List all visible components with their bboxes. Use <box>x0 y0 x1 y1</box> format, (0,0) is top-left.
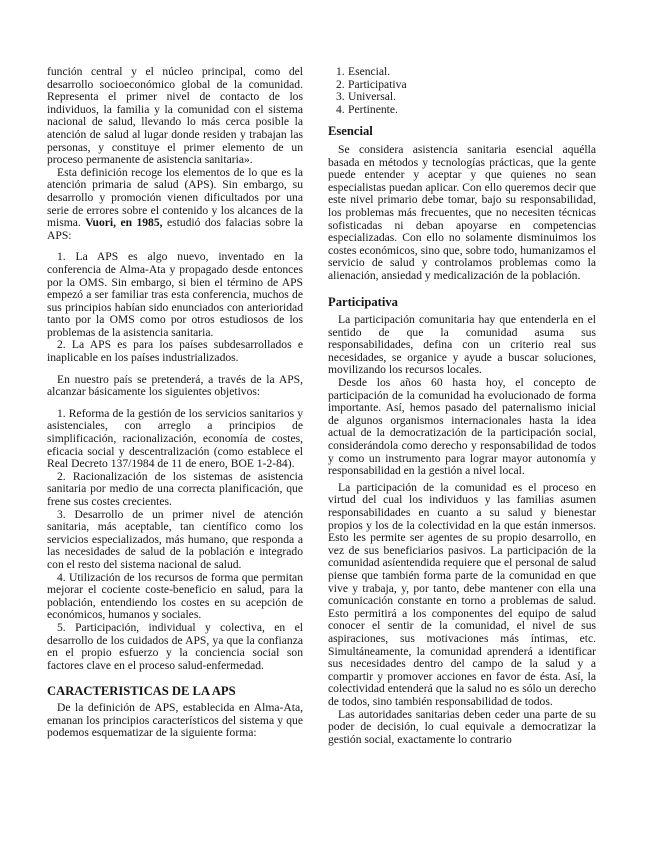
objective-1: 1. Reforma de la gestión de los servicios sanitarios y asistenciales, con arreglo a principios de simplificación, racionalización, economía de costes, eficacia social y descentralización (como establece el Real Decreto 137/1984 de 11 de enero, BOE 1-2-84). <box>47 406 303 471</box>
participativa-paragraph-3: La participación de la comunidad es el proceso en virtud del cual los individuos y las familias asumen responsabilidades en cuanto a su salud y bienestar propios y los de la colectividad en la que están inmersos. Esto les permite ser agentes de su propio desarrollo, en vez de sus beneficiarios pasivos. La participación de la comunidad asíentendida requiere que el personal de salud piense que también forma parte de la comunidad en que vive y trabaja, y, por tanto, debe mantener con ella una comunicación constante en torno a problemas de salud. Esto permitirá a los componentes del equipo de salud conocer el sentir de la comunidad, el nivel de sus aspiraciones, sus motivaciones más íntimas, etc. Simultáneamente, la comunidad aprenderá a identificar sus necesidades dentro del campo de la salud y a compartir y promover acciones en favor de ésta. Así, la colectividad entenderá que la salud no es sólo un derecho de todos, sino también responsabilidad de todos. <box>328 480 596 708</box>
intro-paragraph-2 <box>47 167 303 243</box>
objective-3: 3. Desarrollo de un primer nivel de atención sanitaria, más aceptable, tan científico como los servicios especializados, más humano, que responda a las necesidades de salud de la población e integrado con el resto del sistema nacional de salud. <box>47 507 303 571</box>
participativa-paragraph-2: Desde los años 60 hasta hoy, el concepto de participación de la comunidad ha evolucionado de forma importante. Así, hemos pasado del paternalismo inicial de algunos organismos internacionales hasta la idea actual de la democratización de la participación social, considerándola como derecho y responsabilidad de todos y como un instrumento para lograr mayor autonomía y responsabilidad en la gestión a nivel local. <box>328 376 596 478</box>
list-item: 2. Participativa <box>336 77 407 91</box>
objective-5: 5. Participación, individual y colectiva, en el desarrollo de los cuidados de APS, ya que la confianza en el propio esfuerzo y la conciencia social son factores clave en el proceso salud-enfermedad. <box>47 620 303 672</box>
intro-paragraph-2-start: Esta definición recoge los elementos de lo que es la atención primaria de salud (APS). Sin embargo, su desarrollo y promoción vienen dificultados por una serie de errores sobre el contenido y los alcances de la misma. <box>47 165 303 230</box>
participativa-paragraph-1: La participación comunitaria hay que entenderla en el sentido de que la comunidad asuma sus responsabilidades, defina con un criterio real sus necesidades, se organice y ayude a buscar soluciones, movilizando los recursos locales. <box>328 313 596 377</box>
characteristics-heading: CARACTERISTICAS DE LA APS <box>47 684 236 699</box>
objective-4: 4. Utilización de los recursos de forma que permitan mejorar el cociente coste-beneficio en salud, para la población, entendiendo los costes en su acepción de económicos, humanos y sociales. <box>47 570 303 622</box>
objective-2: 2. Racionalización de los sistemas de asistencia sanitaria por medio de una correcta planificación, que frene sus costes crecientes. <box>47 469 303 508</box>
left-column <box>47 66 303 740</box>
participativa-heading: Participativa <box>328 294 398 309</box>
esencial-heading: Esencial <box>328 124 373 139</box>
fallacy-2: 2. La APS es para los países subdesarrollados e inaplicable en los países industrializados. <box>47 338 303 365</box>
list-item: 1. Esencial. <box>336 65 391 78</box>
principles-list <box>328 66 596 116</box>
intro-paragraph-2-end: estudió dos falacias sobre la APS: <box>47 216 303 242</box>
list-item: 4. Pertinente. <box>336 102 398 116</box>
list-item: 3. Universal. <box>336 90 396 104</box>
intro-paragraph-1: función central y el núcleo principal, como del desarrollo socioeconómico global de la comunidad. Representa el primer nivel de contacto de los individuos, la familia y la comunidad con el sistema nacional de salud, llevando lo más cerca posible la atención de salud al lugar donde residen y trabajan las personas, y constituye el primer elemento de un proceso permanente de asistencia sanitaria». <box>47 65 303 167</box>
characteristics-intro: De la definición de APS, establecida en Alma-Ata, emanan los principios característicos del sistema y que podemos esquematizar de la siguiente forma: <box>47 700 303 740</box>
right-column <box>328 66 596 746</box>
fallacy-1: 1. La APS es algo nuevo, inventado en la conferencia de Alma-Ata y propagado desde entonces por la OMS. Sin embargo, si bien el término de APS empezó a ser familiar tras esta conferencia, muchos de sus principios habían sido enunciados con anterioridad tanto por la OMS como por otros estudiosos de los problemas de la asistencia sanitaria. <box>47 250 303 339</box>
esencial-paragraph: Se considera asistencia sanitaria esencial aquélla basada en métodos y tecnologías prácticas, que la gente puede entender y aceptar y que quienes no sean especialistas puedan aplicar. Con ello queremos decir que este nivel primario debe tomar, bajo su responsabilidad, los problemas más frecuentes, que no necesiten técnicas sofisticadas ni deban apoyarse en competencias especializadas. Con ello no solamente disminuimos los costes económicos, sino que, sobre todo, humanizamos el servicio de salud y controlamos problemas como la alienación, ansiedad y medicalización de la población. <box>328 142 596 282</box>
objectives-intro: En nuestro país se pretenderá, a través de la APS, alcanzar básicamente los siguientes objetivos: <box>47 372 303 399</box>
participativa-paragraph-4: Las autoridades sanitarias deben ceder una parte de su poder de decisión, lo cual equivale a democratizar la gestión social, exactamente lo contrario <box>328 707 596 746</box>
vuori-reference: Vuori, en 1985, <box>85 216 163 230</box>
